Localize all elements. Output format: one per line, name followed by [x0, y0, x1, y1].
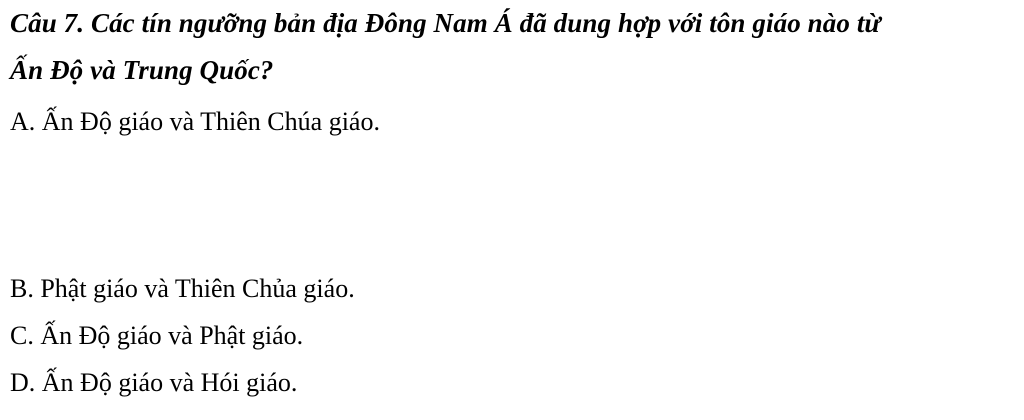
answer-option-b[interactable]: B. Phật giáo và Thiên Chủa giáo.: [10, 274, 355, 303]
question-line-2: Ấn Độ và Trung Quốc?: [10, 55, 274, 85]
answer-option-c[interactable]: C. Ấn Độ giáo và Phật giáo.: [10, 321, 304, 350]
question-line-1: Câu 7. Các tín ngưỡng bản địa Đông Nam Á đã dung hợp với tôn giáo nào từ: [10, 8, 881, 38]
question-text: [10, 0, 1014, 94]
answer-option-a[interactable]: A. Ấn Độ giáo và Thiên Chúa giáo.: [10, 107, 380, 136]
answer-option-d[interactable]: D. Ấn Độ giáo và Hói giáo.: [10, 368, 298, 397]
answer-options: [10, 98, 1014, 406]
